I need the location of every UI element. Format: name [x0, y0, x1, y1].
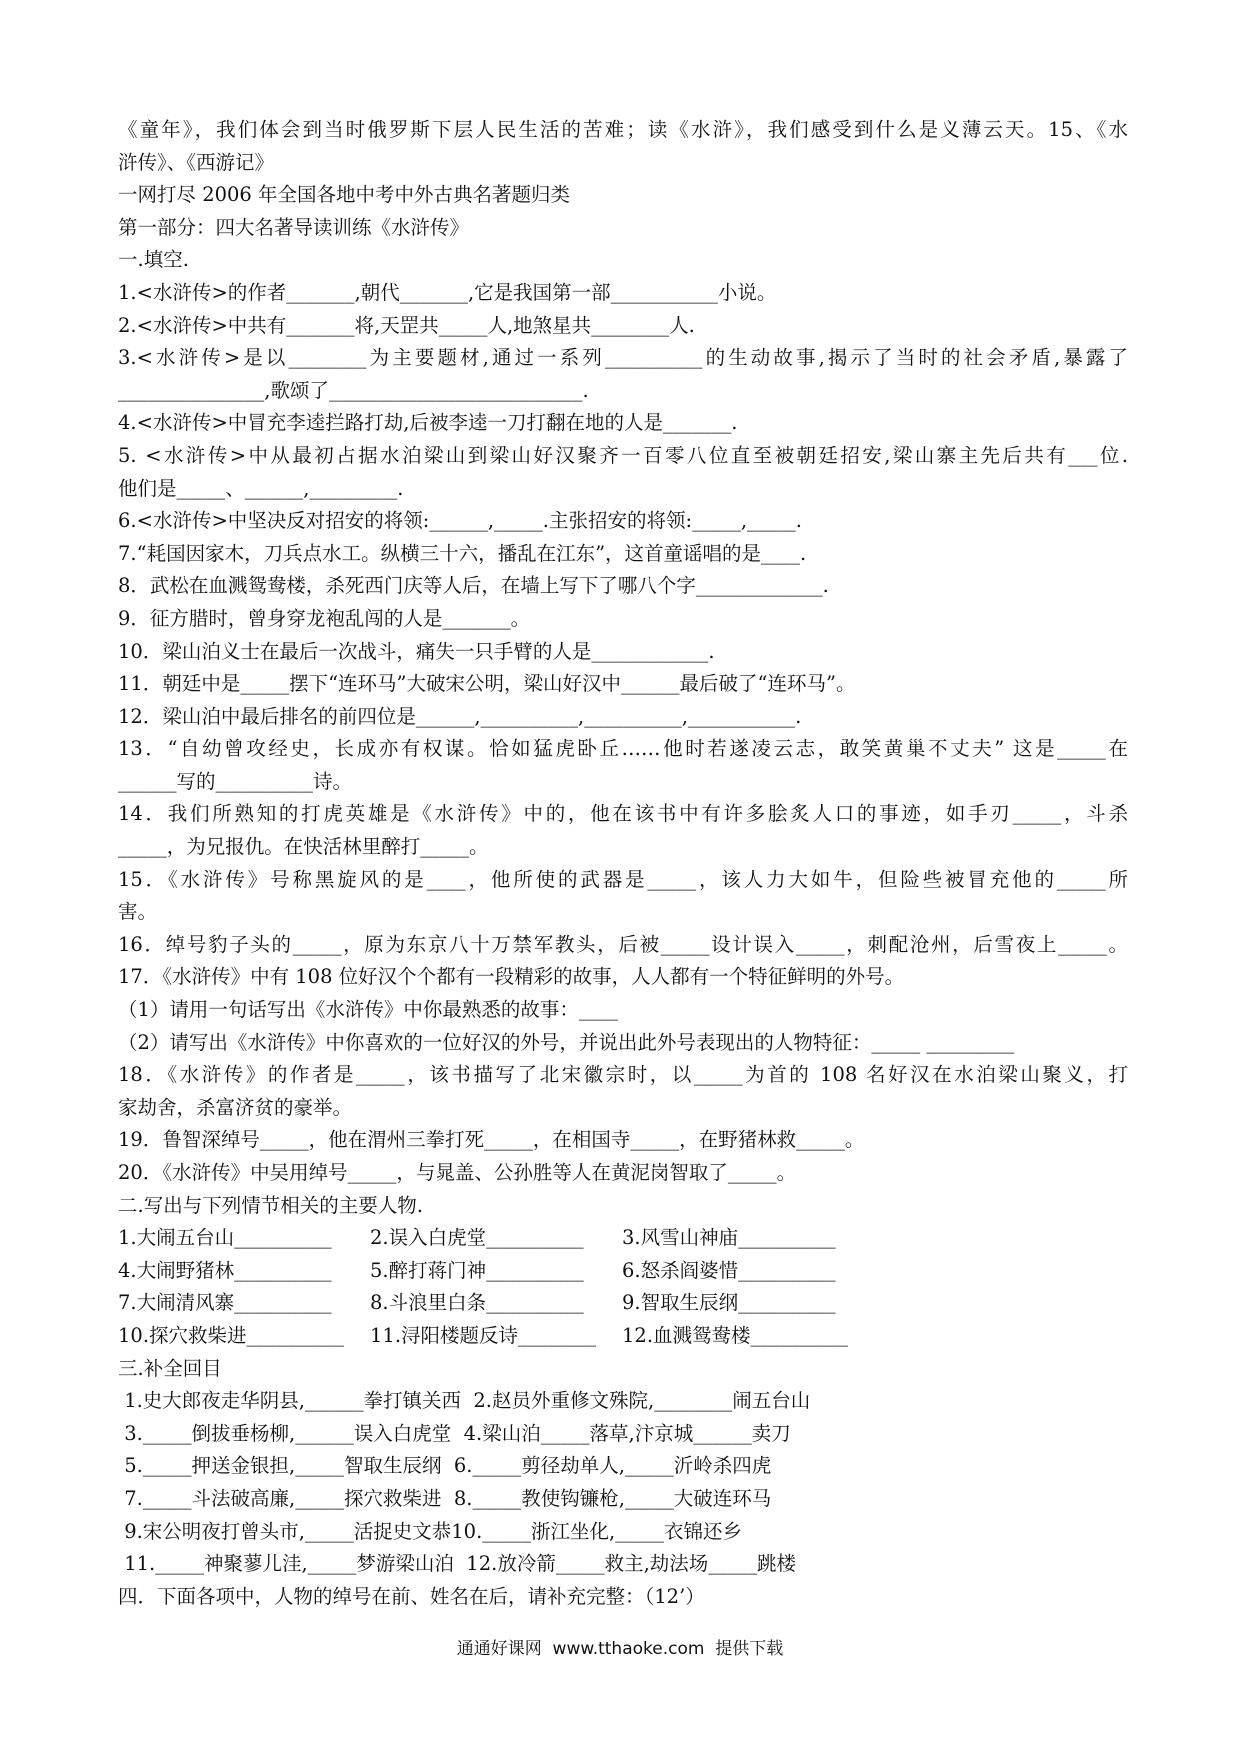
question-line: 19．鲁智深绰号_____，他在渭州三拳打死_____，在相国寺_____，在野猪林救_____。 [118, 1128, 865, 1152]
section2-grid [118, 1222, 1128, 1352]
section2-heading: 二.写出与下列情节相关的主要人物. [118, 1193, 423, 1217]
question-line: 5. <水浒传>中从最初占据水泊梁山到梁山好汉聚齐一百零八位直至被朝廷招安,梁山寨主先后共有___位. [118, 443, 1128, 467]
section2-row [118, 1255, 1128, 1288]
intro-line-2: 浒传》、《西游记》 [118, 150, 275, 174]
question-line: 7.“耗国因家木，刀兵点水工。纵横三十六，播乱在江东”，这首童谣唱的是____. [118, 541, 807, 565]
question-line: 3.<水浒传>是以________为主要题材,通过一系列__________的生动故事,揭示了当时的社会矛盾,暴露了 [118, 346, 1128, 370]
plot-item: 1.大闹五台山__________ [118, 1226, 332, 1250]
question-line: 4.<水浒传>中冒充李逵拦路打劫,后被李逵一刀打翻在地的人是_______. [118, 411, 738, 435]
chapter-title-line: 5._____押送金银担,_____智取生辰纲 6._____剪径劫单人,_____沂岭杀四虎 [118, 1454, 772, 1478]
question-line: ______写的__________诗。 [118, 769, 353, 793]
question-line: 12．梁山泊中最后排名的前四位是______,__________,__________,___________. [118, 704, 802, 728]
chapter-title-line: 7._____斗法破高廉,_____探穴救柴进 8._____教使钩镰枪,_____大破连环马 [118, 1486, 772, 1510]
page-footer: 通通好课网 www.tthaoke.com 提供下载 [456, 1639, 784, 1659]
plot-item: 11.浔阳楼题反诗________ [370, 1323, 597, 1347]
question-line: 17．《水浒传》中有 108 位好汉个个都有一段精彩的故事，人人都有一个特征鲜明的外号。 [118, 965, 905, 989]
section3-lines [118, 1385, 1128, 1581]
question-line: 13．“自幼曾攻经史，长成亦有权谋。恰如猛虎卧丘……他时若遂凌云志，敢笑黄巢不丈夫” 这是_____在 [118, 737, 1128, 761]
question-line: 16．绰号豹子头的_____，原为东京八十万禁军教头，后被_____设计误入_____，刺配沧州，后雪夜上_____。 [118, 932, 1128, 956]
question-line: 15．《水浒传》号称黑旋风的是____，他所使的武器是_____，该人力大如牛，但险些被冒充他的_____所 [118, 867, 1128, 891]
chapter-title-line: 11._____神聚蓼儿洼,_____梦游梁山泊 12.放冷箭_____救主,劫法场_____跳楼 [118, 1552, 797, 1576]
question-line: 1.<水浒传>的作者_______,朝代_______,它是我国第一部___________小说。 [118, 280, 777, 304]
question-line: 家劫舍，杀富济贫的豪举。 [118, 1095, 353, 1119]
question-line: 10．梁山泊义士在最后一次战斗，痛失一只手臂的人是____________. [118, 639, 715, 663]
plot-item: 6.怒杀阎婆惜__________ [622, 1258, 836, 1282]
question-line: （2）请写出《水浒传》中你喜欢的一位好汉的外号，并说出此外号表现出的人物特征：_____ _________ [118, 1030, 1015, 1054]
section1-questions [118, 277, 1128, 1190]
question-line: 害。 [118, 900, 158, 924]
intro-line-1: 《童年》，我们体会到当时俄罗斯下层人民生活的苦难；读《水浒》，我们感受到什么是义薄云天。15、《水 [118, 118, 1128, 141]
plot-item: 3.风雪山神庙__________ [622, 1226, 836, 1250]
section2-row [118, 1222, 1128, 1255]
question-line: 2.<水浒传>中共有_______将,天罡共_____人,地煞星共________人. [118, 313, 695, 337]
question-line: 他们是_____、______,_________. [118, 476, 404, 500]
section2-row [118, 1287, 1128, 1320]
part-title: 第一部分：四大名著导读训练《水浒传》 [118, 215, 470, 239]
question-line: 6.<水浒传>中坚决反对招安的将领:______,_____.主张招安的将领:_____,_____. [118, 509, 802, 533]
section3-heading: 三.补全回目 [118, 1356, 222, 1380]
plot-item: 7.大闹清风寨__________ [118, 1291, 332, 1315]
section2-row [118, 1320, 1128, 1353]
question-line: 9．征方腊时，曾身穿龙袍乱闯的人是_______。 [118, 606, 531, 630]
plot-item: 9.智取生辰纲__________ [622, 1291, 836, 1315]
question-line: _____，为兄报仇。在快活林里醉打_____。 [118, 835, 489, 859]
plot-item: 2.误入白虎堂__________ [370, 1226, 584, 1250]
chapter-title-line: 3._____倒拔垂杨柳,______误入白虎堂 4.梁山泊_____落草,汴京城______卖刀 [118, 1421, 791, 1445]
question-line: 11．朝廷中是_____摆下“连环马”大破宋公明，梁山好汉中______最后破了“连环马”。 [118, 672, 856, 696]
doc-title: 一网打尽 2006 年全国各地中考中外古典名著题归类 [118, 183, 571, 207]
chapter-title-line: 9.宋公明夜打曾头市,_____活捉史文恭10._____浙江坐化,_____衣锦还乡 [118, 1519, 742, 1543]
section4-heading: 四．下面各项中，人物的绰号在前、姓名在后，请补充完整：（12’） [118, 1584, 705, 1608]
plot-item: 12.血溅鸳鸯楼__________ [622, 1323, 849, 1347]
plot-item: 4.大闹野猪林__________ [118, 1258, 332, 1282]
chapter-title-line: 1.史大郎夜走华阴县,______拳打镇关西 2.赵员外重修文殊院,________闹五台山 [118, 1389, 811, 1413]
question-line: 20．《水浒传》中吴用绰号_____，与晁盖、公孙胜等人在黄泥岗智取了_____。 [118, 1161, 797, 1184]
plot-item: 10.探穴救柴进__________ [118, 1323, 345, 1347]
question-line: 8．武松在血溅鸳鸯楼，杀死西门庆等人后，在墙上写下了哪八个字_____________. [118, 574, 829, 598]
plot-item: 8.斗浪里白条__________ [370, 1291, 584, 1315]
question-line: （1）请用一句话写出《水浒传》中你最熟悉的故事：____ [118, 998, 618, 1022]
plot-item: 5.醉打蒋门神__________ [370, 1258, 584, 1282]
question-line: 14．我们所熟知的打虎英雄是《水浒传》中的，他在该书中有许多脍炙人口的事迹，如手刃_____，斗杀 [118, 802, 1128, 826]
section1-heading: 一.填空. [118, 248, 189, 272]
question-line: _______________,歌颂了__________________________. [118, 378, 589, 402]
question-line: 18．《水浒传》的作者是_____，该书描写了北宋徽宗时，以_____为首的 108 名好汉在水泊梁山聚义，打 [118, 1063, 1128, 1087]
